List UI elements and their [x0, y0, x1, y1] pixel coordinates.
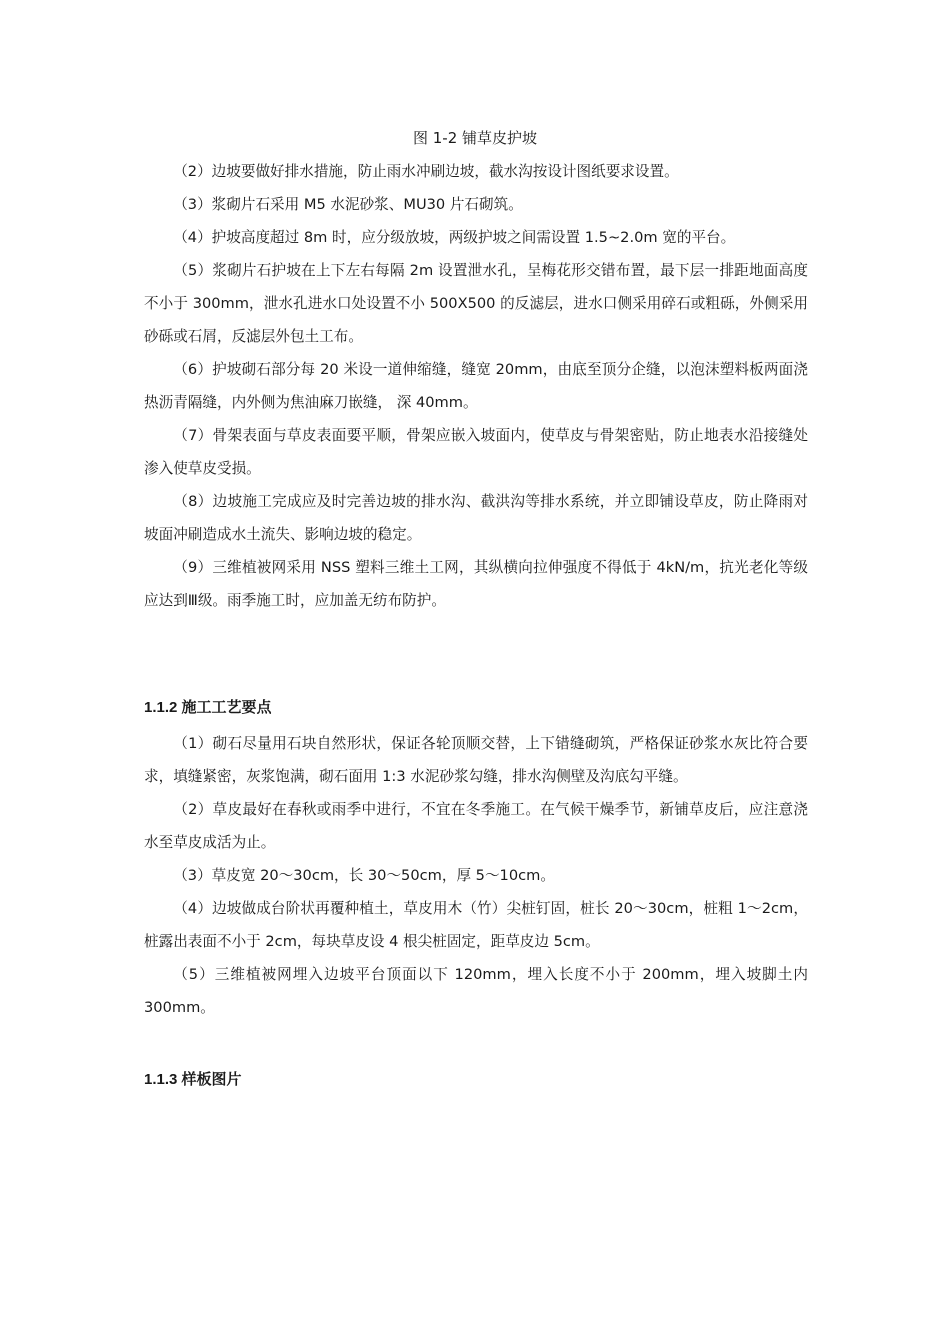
list-item: （8）边坡施工完成应及时完善边坡的排水沟、截洪沟等排水系统，并立即铺设草皮，防止降雨对坡面冲刷造成水土流失、影响边坡的稳定。 — [144, 493, 808, 543]
list-item: （2）边坡要做好排水措施，防止雨水冲刷边坡，截水沟按设计图纸要求设置。 — [173, 163, 679, 180]
process-points-list — [144, 727, 808, 1024]
list-item: （4）边坡做成台阶状再覆种植土，草皮用木（竹）尖桩钉固，桩长 20～30cm，桩粗 1～2cm，桩露出表面不小于 2cm，每块草皮设 4 根尖桩固定，距草皮边 5cm。 — [144, 900, 808, 950]
list-item: （2）草皮最好在春秋或雨季中进行，不宜在冬季施工。在气候干燥季节，新铺草皮后，应注意浇水至草皮成活为止。 — [144, 801, 808, 851]
list-item: （7）骨架表面与草皮表面要平顺，骨架应嵌入坡面内，使草皮与骨架密贴，防止地表水沿接缝处渗入使草皮受损。 — [144, 427, 808, 477]
list-item: （5）浆砌片石护坡在上下左右每隔 2m 设置泄水孔，呈梅花形交错布置，最下层一排距地面高度不小于 300mm，泄水孔进水口处设置不小 500X500 的反滤层，进水口侧采用碎石或粗砾，外侧采用砂砾或石屑，反滤层外包土工布。 — [144, 262, 808, 345]
list-item: （3）草皮宽 20～30cm，长 30～50cm，厚 5～10cm。 — [173, 867, 555, 884]
section-heading-1-1-3: 1.1.3 样板图片 — [144, 1071, 242, 1088]
list-item: （6）护坡砌石部分每 20 米设一道伸缩缝，缝宽 20mm，由底至顶分企缝，以泡沫塑料板两面浇热沥青隔缝，内外侧为焦油麻刀嵌缝， 深 40mm。 — [144, 361, 808, 411]
list-item: （1）砌石尽量用石块自然形状，保证各轮顶顺交替，上下错缝砌筑，严格保证砂浆水灰比符合要求，填缝紧密，灰浆饱满，砌石面用 1:3 水泥砂浆勾缝，排水沟侧壁及沟底勾平缝。 — [144, 735, 808, 785]
list-item: （3）浆砌片石采用 M5 水泥砂浆、MU30 片石砌筑。 — [173, 196, 523, 213]
list-item: （4）护坡高度超过 8m 时，应分级放坡，两级护坡之间需设置 1.5~2.0m 宽的平台。 — [173, 229, 736, 246]
list-item: （5）三维植被网埋入边坡平台顶面以下 120mm，埋入长度不小于 200mm，埋入坡脚土内 300mm。 — [144, 966, 808, 1016]
construction-notes-list — [144, 155, 808, 617]
figure-caption: 图 1-2 铺草皮护坡 — [412, 129, 538, 147]
section-heading-1-1-2: 1.1.2 施工工艺要点 — [144, 699, 272, 716]
list-item: （9）三维植被网采用 NSS 塑料三维土工网，其纵横向拉伸强度不得低于 4kN/m，抗光老化等级应达到Ⅲ级。雨季施工时，应加盖无纺布防护。 — [144, 559, 808, 609]
